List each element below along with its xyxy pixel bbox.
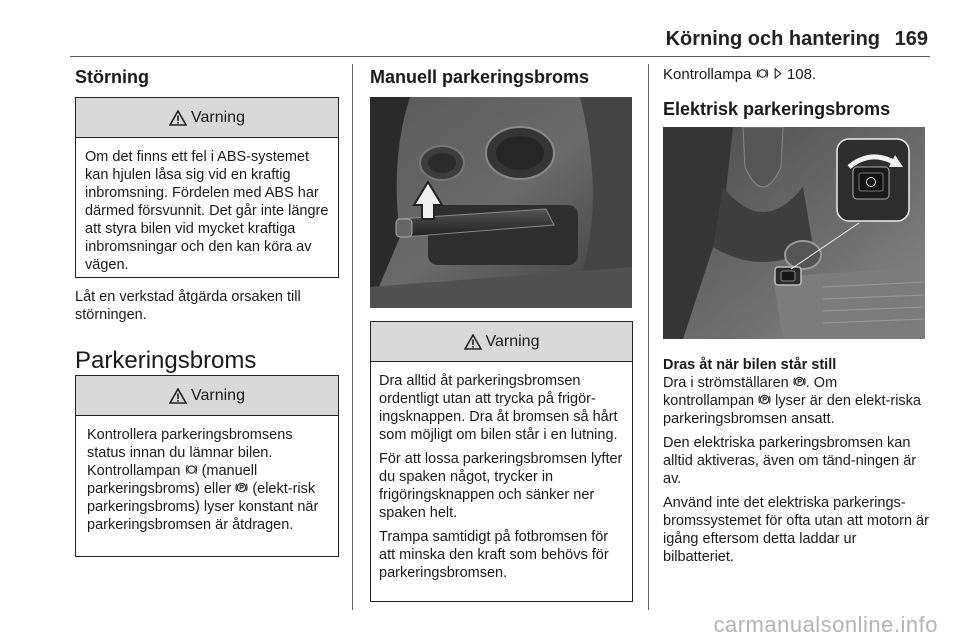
paragraph-battery: Använd inte det elektriska parkerings-bromssystemet för ofta utan att motorn är igång eftersom detta laddar ur bilbatteriet.	[663, 495, 929, 565]
warning-box-parking	[75, 375, 339, 557]
warning-header	[76, 98, 338, 138]
running-header: Körning och hantering	[665, 28, 880, 50]
warning-paragraph-2: För att lossa parkeringsbromsen lyfter du spaken något, trycker in frigöringsknappen och sänker ner spaken helt.	[379, 451, 623, 521]
column-3-lower	[663, 356, 931, 566]
epb-switch-icon	[758, 393, 771, 406]
warning-box-manual-brake	[370, 321, 633, 602]
warning-triangle-icon	[464, 334, 482, 350]
warning-label: Varning	[485, 332, 540, 350]
epb-switch-icon	[235, 481, 248, 494]
column-1-lower	[75, 288, 345, 376]
header-rule	[70, 56, 930, 57]
warning-header	[371, 322, 632, 362]
column-3	[663, 66, 931, 120]
manual-parking-brake-photo	[370, 97, 632, 308]
paragraph-text-b: . Om kontrollampan	[663, 375, 838, 409]
warning-text-a: Kontrollera parkeringsbromsens status innan du lämnar bilen. Kontrollampan	[87, 427, 293, 479]
paragraph-text-a: Dra i strömställaren	[663, 375, 789, 391]
brake-lamp-icon	[756, 67, 769, 80]
warning-header	[76, 376, 338, 416]
warning-text-c: (elekt-risk parkeringsbroms) lyser konstant när parkeringsbromsen är åtdragen.	[87, 481, 319, 533]
warning-triangle-icon	[169, 110, 187, 126]
page-reference-arrow-icon	[773, 67, 783, 80]
warning-text: Om det finns ett fel i ABS-systemet kan hjulen låsa sig vid en kraftig inbromsning. Fördelen med ABS har därmed försvunnit. Det går inte längre att styra bilen vid mycket kraftiga inbromsningar och den kan köra av vägen.	[85, 149, 329, 273]
paragraph-always-active: Den elektriska parkeringsbromsen kan alltid aktiveras, även om tänd-ningen är av.	[663, 435, 917, 487]
subheading-apply-brake: Dras åt när bilen står still	[663, 357, 837, 373]
warning-text-b: (manuell parkeringsbroms) eller	[87, 463, 258, 497]
warning-box-abs	[75, 97, 339, 278]
electric-brake-illustration	[663, 127, 925, 339]
manual-brake-illustration	[370, 97, 632, 308]
column-divider-1	[352, 64, 353, 610]
watermark: carmanualsonline.info	[713, 612, 938, 637]
section-title-manual-brake: Manuell parkeringsbroms	[370, 67, 590, 87]
warning-triangle-icon	[169, 388, 187, 404]
warning-label: Varning	[191, 386, 245, 404]
column-2	[370, 66, 632, 88]
column-1	[75, 66, 341, 88]
reference-text: Kontrollampa	[663, 66, 752, 83]
brake-lamp-icon	[185, 463, 198, 476]
warning-paragraph-1: Dra alltid åt parkeringsbromsen ordentligt utan att trycka på frigör-ingsknappen. Dra åt bromsen så hårt som möjligt om bilen står i en lutning.	[379, 373, 618, 443]
paragraph-workshop: Låt en verkstad åtgärda orsaken till störningen.	[75, 289, 301, 323]
warning-text	[87, 426, 330, 534]
reference-line	[663, 66, 931, 84]
section-title-stoerning: Störning	[75, 67, 149, 87]
page-number: 169	[894, 28, 928, 50]
paragraph-text-c: lyser är den elekt-riska parkeringsbromsen ansatt.	[663, 393, 921, 427]
epb-switch-icon	[793, 375, 806, 388]
electric-parking-brake-photo	[663, 127, 925, 339]
chapter-title-parkeringsbroms: Parkeringsbroms	[75, 347, 257, 374]
paragraph-pull-switch	[663, 374, 931, 428]
warning-label: Varning	[191, 108, 245, 126]
column-divider-2	[648, 64, 649, 610]
section-title-electric-brake: Elektrisk parkeringsbroms	[663, 99, 891, 119]
warning-paragraph-3: Trampa samtidigt på fotbromsen för att minska den kraft som behövs för parkeringsbromsen.	[379, 529, 609, 581]
reference-page: 108.	[786, 66, 817, 83]
